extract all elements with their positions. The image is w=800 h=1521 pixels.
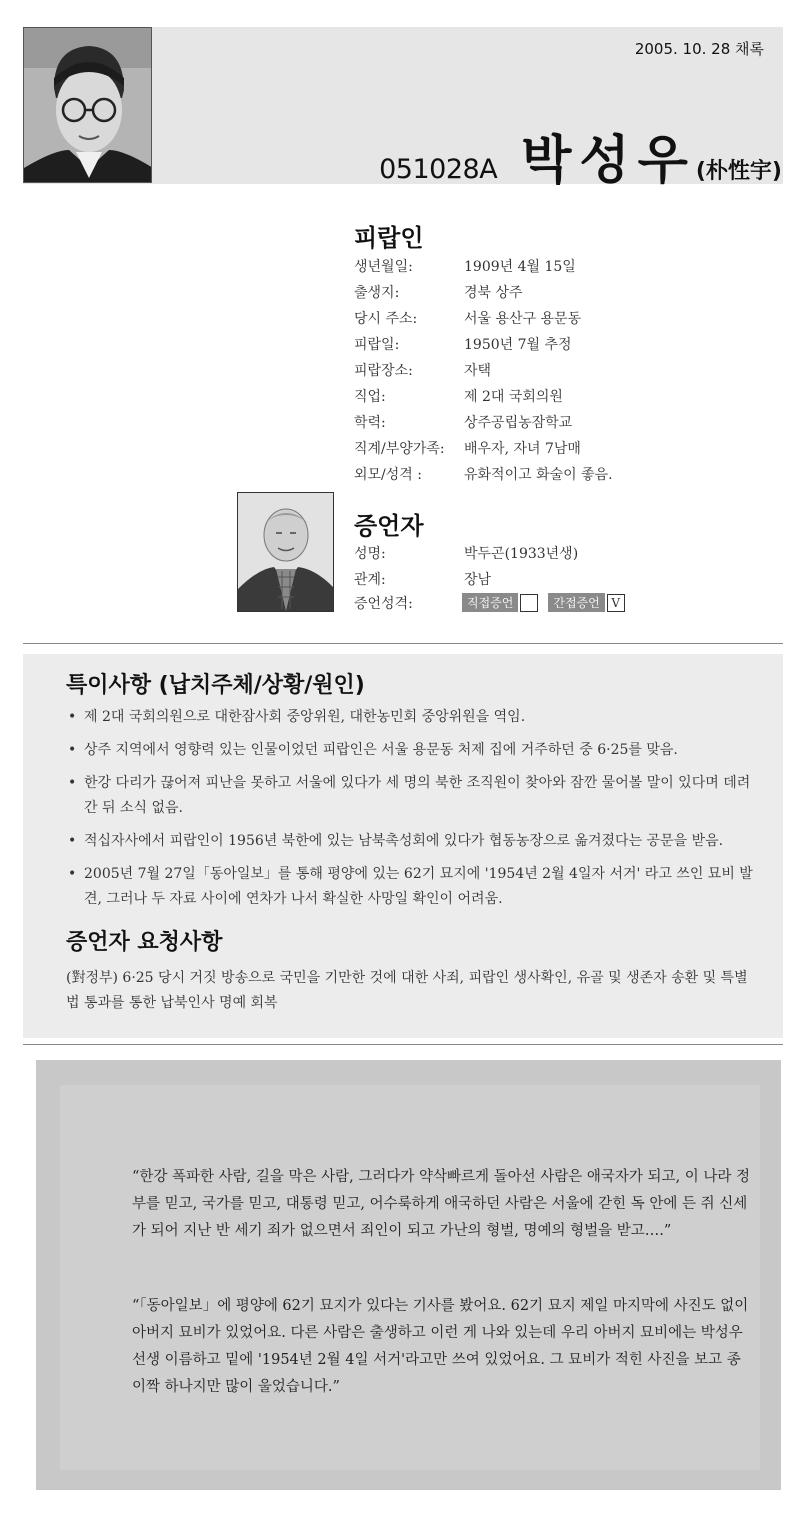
info-value: 장남 [464,572,492,588]
info-value: 제 2대 국회의원 [464,389,563,405]
witness-heading: 증언자 [354,512,424,540]
divider-top [23,643,783,644]
testimony-options [462,593,635,612]
info-label: 직계/부양가족: [354,441,445,457]
notes-heading: 특이사항 (납치주체/상황/원인) [66,673,365,698]
info-value: 상주공립농잠학교 [464,415,573,431]
divider-bottom [23,1044,783,1045]
abductee-heading: 피랍인 [354,224,424,252]
info-value: 1909년 4월 15일 [464,259,576,275]
info-label: 학력: [354,415,386,431]
witness-photo [237,492,334,612]
indirect-testimony-checkbox[interactable]: V [607,594,625,612]
indirect-testimony-tag: 간접증언 [548,593,604,612]
info-value: 배우자, 자녀 7남매 [464,441,581,457]
info-label: 관계: [354,572,386,588]
info-label: 성명: [354,546,386,562]
abductee-name: 박성우 [521,131,696,191]
direct-testimony-tag: 직접증언 [462,593,518,612]
info-value: 서울 용산구 용문동 [464,311,582,327]
registration-date: 2005. 10. 28 채록 [634,40,764,58]
info-label: 증언성격: [354,596,413,612]
info-label: 당시 주소: [354,311,418,327]
info-value: 경북 상주 [464,285,523,301]
notes-list [68,705,756,920]
info-value: 유화적이고 화술이 좋음. [464,467,613,483]
quote-band-inner [60,1085,760,1470]
list-item: • 한강 다리가 끊어져 피난을 못하고 서울에 있다가 세 명의 북한 조직원이 찾아와 잠깐 물어볼 말이 있다며 데려간 뒤 소식 없음. [68,771,756,821]
info-label: 생년월일: [354,259,413,275]
quote-1: “한강 폭파한 사람, 길을 막은 사람, 그러다가 약삭빠르게 돌아선 사람은 애국자가 되고, 이 나라 정부를 믿고, 국가를 믿고, 대통령 믿고, 어수룩하게 애국하던 사람은 서울에 갇힌 독 안에 든 쥐 신세가 되어 지난 반 세기 죄가 없으면서 죄인이 되고 가난의 형벌, 명예의 형벌을 받고….” [132,1169,751,1239]
list-item: • 제 2대 국회의원으로 대한잠사회 중앙위원, 대한농민회 중앙위원을 역임. [68,705,756,730]
list-item: • 적십자사에서 피랍인이 1956년 북한에 있는 남북촉성회에 있다가 협동농장으로 옮겨졌다는 공문을 받음. [68,829,756,854]
info-value: 1950년 7월 추정 [464,337,572,353]
info-value: 자택 [464,363,492,379]
info-label: 출생지: [354,285,400,301]
list-item: • 상주 지역에서 영향력 있는 인물이었던 피랍인은 서울 용문동 처제 집에 거주하던 중 6·25를 맞음. [68,738,756,763]
request-text: (對정부) 6·25 당시 거짓 방송으로 국민을 기만한 것에 대한 사죄, 피랍인 생사확인, 유골 및 생존자 송환 및 특별법 통과를 통한 납북인사 명예 회복 [66,970,748,1011]
info-label: 직업: [354,389,386,405]
abductee-name-hanja: (朴性宇) [695,159,782,184]
info-label: 피랍일: [354,337,400,353]
info-label: 외모/성격 : [354,467,422,483]
request-heading: 증언자 요청사항 [66,930,223,955]
title-row [379,118,782,193]
list-item: • 2005년 7월 27일「동아일보」를 통해 평양에 있는 62기 묘지에 '1954년 2월 4일자 서거' 라고 쓰인 묘비 발견, 그러나 두 자료 사이에 연차가 나서 확실한 사망일 확인이 어려움. [68,862,756,912]
info-value: 박두곤(1933년생) [464,546,579,562]
case-id: 051028A [379,154,498,185]
abductee-portrait [23,27,152,183]
quote-2: “「동아일보」에 평양에 62기 묘지가 있다는 기사를 봤어요. 62기 묘지 제일 마지막에 사진도 없이 아버지 묘비가 있었어요. 다른 사람은 출생하고 이런 게 나와 있는데 우리 아버지 묘비에는 박성우 선생 이름하고 밑에 '1954년 2월 4일 서거'라고만 쓰여 있었어요. 그 묘비가 적힌 사진을 보고 종이짝 하나지만 많이 울었습니다.” [132,1298,749,1395]
direct-testimony-checkbox[interactable] [520,594,538,612]
info-label: 피랍장소: [354,363,413,379]
